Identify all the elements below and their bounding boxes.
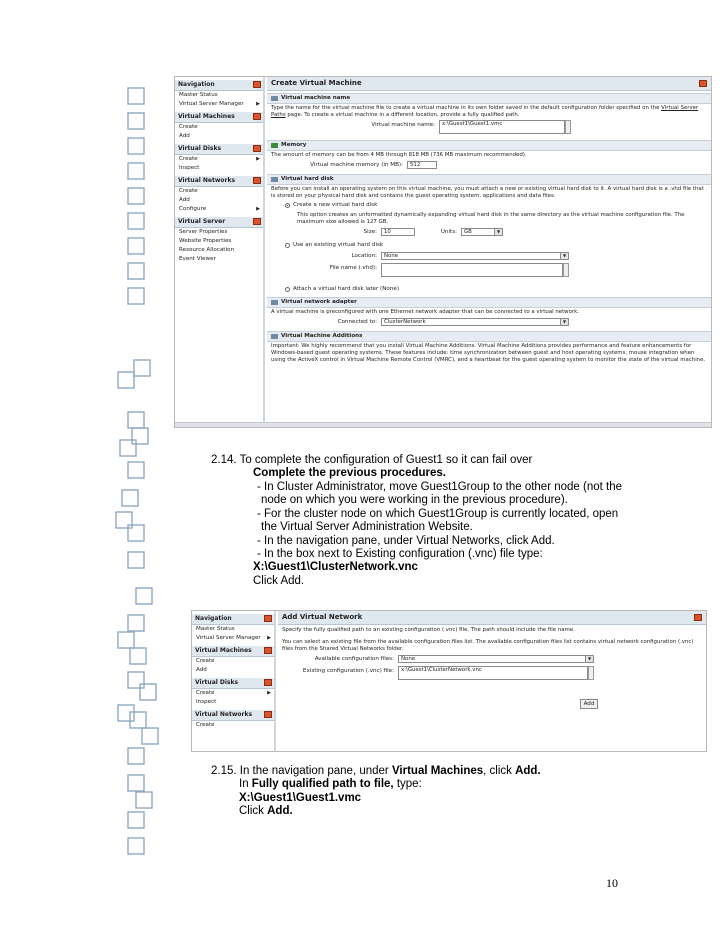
section-memory: Memory bbox=[267, 140, 711, 151]
radio-attach-later-label: Attach a virtual hard disk later (None) bbox=[293, 286, 400, 292]
section-network-adapter: Virtual network adapter bbox=[267, 297, 711, 308]
dropdown-arrow-icon: ▼ bbox=[560, 253, 568, 259]
panel-title: Create Virtual Machine bbox=[267, 77, 711, 91]
nav-section-header: Virtual Server bbox=[175, 216, 263, 228]
disk-icon bbox=[271, 177, 278, 182]
radio-existing-disk[interactable] bbox=[285, 243, 290, 248]
step-2-14-path: X:\Guest1\ClusterNetwork.vnc bbox=[253, 561, 418, 573]
radio-attach-later[interactable] bbox=[285, 287, 290, 292]
nav-section-header: Virtual Disks bbox=[192, 677, 274, 689]
page-number: 10 bbox=[606, 876, 618, 890]
step-2-14-line: - In the box next to Existing configuration (.vnc) file type: bbox=[257, 548, 543, 560]
nav-item[interactable]: Add bbox=[179, 197, 190, 203]
step-2-15-click-add: Click Add. bbox=[239, 805, 293, 817]
section-vm-additions: Virtual Machine Additions bbox=[267, 331, 711, 342]
submenu-arrow-icon: ▶ bbox=[267, 690, 271, 696]
network-description: A virtual machine is preconfigured with one Ethernet network adapter that can be connected to a virtual network. bbox=[271, 309, 579, 315]
collapse-icon[interactable] bbox=[253, 218, 261, 225]
collapse-icon[interactable] bbox=[264, 647, 272, 654]
size-input[interactable]: 10 bbox=[381, 228, 415, 236]
navigation-pane bbox=[175, 77, 265, 427]
step-2-15-line: In Fully qualified path to file, type: bbox=[239, 778, 422, 790]
nav-item[interactable]: Create bbox=[196, 658, 215, 664]
dropdown-arrow-icon: ▼ bbox=[585, 656, 593, 662]
step-2-14-heading: 2.14. To complete the configuration of Guest1 so it can fail over bbox=[211, 454, 533, 466]
step-2-15-heading: 2.15. In the navigation pane, under Virtual Machines, click Add. bbox=[211, 765, 541, 777]
nav-item[interactable]: Create ▶ bbox=[196, 690, 271, 696]
nav-section-header: Virtual Machines bbox=[175, 111, 263, 123]
nav-item[interactable]: Add bbox=[179, 133, 190, 139]
step-2-15-path: X:\Guest1\Guest1.vmc bbox=[239, 792, 362, 804]
additions-icon bbox=[271, 334, 278, 339]
help-icon[interactable] bbox=[694, 614, 702, 621]
memory-description: The amount of memory can be from 4 MB through 818 MB (736 MB maximum recommended). bbox=[271, 152, 527, 158]
disk-description: Before you can install an operating system on this virtual machine, you must attach a new or existing virtual hard disk to it. A virtual hard disk is a .vhd file that is stored on your physical hard disk and contains the guest operating system, applications and data files. bbox=[271, 186, 704, 199]
step-2-14-line: node on which you were working in the previous procedure). bbox=[261, 494, 568, 506]
existing-config-label: Existing configuration (.vnc) file: bbox=[302, 668, 394, 674]
vm-name-scrollbar[interactable] bbox=[565, 120, 571, 134]
location-select[interactable]: None ▼ bbox=[381, 252, 569, 260]
step-2-14-bold-instruction: Complete the previous procedures. bbox=[253, 467, 446, 479]
submenu-arrow-icon: ▶ bbox=[267, 635, 271, 641]
available-files-select[interactable]: None ▼ bbox=[398, 655, 594, 663]
dropdown-arrow-icon: ▼ bbox=[494, 229, 502, 235]
step-2-14-click-add: Click Add. bbox=[253, 575, 305, 587]
existing-config-input[interactable]: x:\Guest1\ClusterNetwork.vnc bbox=[398, 666, 588, 680]
dropdown-arrow-icon: ▼ bbox=[560, 319, 568, 325]
nav-section-header: Virtual Networks bbox=[175, 175, 263, 187]
size-label: Size: bbox=[363, 229, 377, 235]
help-icon[interactable] bbox=[699, 80, 707, 87]
filename-input[interactable] bbox=[381, 263, 563, 277]
collapse-icon[interactable] bbox=[264, 679, 272, 686]
collapse-icon[interactable] bbox=[253, 177, 261, 184]
nav-item[interactable]: Add bbox=[196, 667, 207, 673]
virtual-server-paths-link[interactable]: Virtual Server Paths bbox=[271, 105, 699, 118]
filename-label: File name (.vhd): bbox=[329, 265, 377, 271]
add-network-description: Specify the fully qualified path to an existing configuration (.vnc) file. The path should include the file name. bbox=[282, 627, 575, 633]
add-button[interactable]: Add bbox=[580, 699, 598, 709]
nav-item[interactable]: Master Status bbox=[179, 92, 218, 98]
collapse-icon[interactable] bbox=[253, 81, 261, 88]
nav-item[interactable]: Server Properties bbox=[179, 229, 228, 235]
units-label: Units: bbox=[440, 229, 457, 235]
horizontal-scrollbar[interactable] bbox=[175, 422, 711, 427]
step-2-14-line: - In the navigation pane, under Virtual Networks, click Add. bbox=[257, 535, 555, 547]
available-files-description: You can select an existing file from the available configuration files list. The available configuration files list contains virtual network configuration (.vnc) files from the Shared Virtual Networks folder. bbox=[282, 639, 694, 652]
collapse-icon[interactable] bbox=[264, 711, 272, 718]
collapse-icon[interactable] bbox=[253, 113, 261, 120]
radio-new-disk[interactable] bbox=[285, 203, 290, 208]
memory-input[interactable]: 512 bbox=[407, 161, 437, 169]
panel-title: Add Virtual Network bbox=[278, 611, 706, 625]
new-disk-description: This option creates an unformatted dynamically expanding virtual hard disk in the same directory as the virtual machine configuration file. The maximum size allowed is 127 GB. bbox=[297, 212, 685, 225]
add-virtual-network-panel bbox=[278, 611, 706, 751]
available-files-label: Available configuration files: bbox=[314, 656, 394, 662]
nav-section-header: Virtual Networks bbox=[192, 709, 274, 721]
nav-section-header: Navigation bbox=[192, 613, 274, 625]
connected-to-label: Connected to: bbox=[337, 319, 377, 325]
nav-section-header: Virtual Disks bbox=[175, 143, 263, 155]
nav-item[interactable]: Virtual Server Manager ▶ bbox=[179, 101, 260, 107]
nav-item[interactable]: Event Viewer bbox=[179, 256, 216, 262]
step-2-14-line: the Virtual Server Administration Website. bbox=[261, 521, 473, 533]
step-2-14-line: - For the cluster node on which Guest1Group is currently located, open bbox=[257, 508, 619, 520]
units-select[interactable]: GB ▼ bbox=[461, 228, 503, 236]
collapse-icon[interactable] bbox=[264, 615, 272, 622]
section-vm-name: Virtual machine name bbox=[267, 93, 711, 104]
network-icon bbox=[271, 300, 278, 305]
filename-scrollbar[interactable] bbox=[563, 263, 569, 277]
navigation-pane bbox=[192, 611, 276, 751]
vm-name-label: Virtual machine name: bbox=[371, 122, 435, 128]
existing-config-scrollbar[interactable] bbox=[588, 666, 594, 680]
add-virtual-network-screenshot bbox=[191, 610, 707, 752]
vm-name-input[interactable]: x:\Guest1\Guest1.vmc bbox=[439, 120, 565, 134]
nav-section-header: Navigation bbox=[175, 79, 263, 91]
collapse-icon[interactable] bbox=[253, 145, 261, 152]
nav-item[interactable]: Master Status bbox=[196, 626, 235, 632]
nav-section-header: Virtual Machines bbox=[192, 645, 274, 657]
submenu-arrow-icon: ▶ bbox=[256, 101, 260, 107]
decorative-squares bbox=[0, 0, 170, 942]
memory-icon bbox=[271, 143, 278, 148]
memory-label: Virtual machine memory (in MB): bbox=[310, 162, 403, 168]
nav-item[interactable]: Create bbox=[179, 124, 198, 130]
nav-item[interactable]: Configure ▶ bbox=[179, 206, 260, 212]
nav-item[interactable]: Inspect bbox=[196, 699, 217, 705]
vm-name-description: Type the name for the virtual machine file to create a virtual machine in its own folder saved in the default configuration folder specified on the Virtual Server Paths page. To create a virtual machine in a different location, provide a fully qualified path. bbox=[271, 105, 699, 118]
nav-item[interactable]: Website Properties bbox=[179, 238, 232, 244]
nav-item[interactable]: Virtual Server Manager ▶ bbox=[196, 635, 271, 641]
nav-item[interactable]: Create ▶ bbox=[179, 156, 260, 162]
step-2-14-line: - In Cluster Administrator, move Guest1Group to the other node (not the bbox=[257, 481, 622, 493]
location-label: Location: bbox=[351, 253, 377, 259]
create-vm-panel bbox=[267, 77, 711, 427]
nav-item[interactable]: Resource Allocation bbox=[179, 247, 235, 253]
radio-new-disk-label: Create a new virtual hard disk bbox=[293, 202, 378, 208]
nav-item[interactable]: Inspect bbox=[179, 165, 200, 171]
nav-item[interactable]: Create bbox=[179, 188, 198, 194]
submenu-arrow-icon: ▶ bbox=[256, 156, 260, 162]
submenu-arrow-icon: ▶ bbox=[256, 206, 260, 212]
vm-icon bbox=[271, 96, 278, 101]
radio-existing-disk-label: Use an existing virtual hard disk bbox=[293, 242, 384, 248]
network-select[interactable]: ClusterNetwork ▼ bbox=[381, 318, 569, 326]
nav-item[interactable]: Create bbox=[196, 722, 215, 728]
additions-description: Important: We highly recommend that you install Virtual Machine Additions. Virtual Machine Additions provides performance and feature enhancements for Windows-based guest operating systems. These features include: time synchronization between guest and host operating systems, mouse integration when using the ActiveX control in Virtual Machine Remote Control (VMRC), and a heartbeat for the guest operating system to monitor the state of the virtual machine. bbox=[271, 343, 706, 363]
section-virtual-hard-disk: Virtual hard disk bbox=[267, 174, 711, 185]
create-vm-screenshot bbox=[174, 76, 712, 428]
